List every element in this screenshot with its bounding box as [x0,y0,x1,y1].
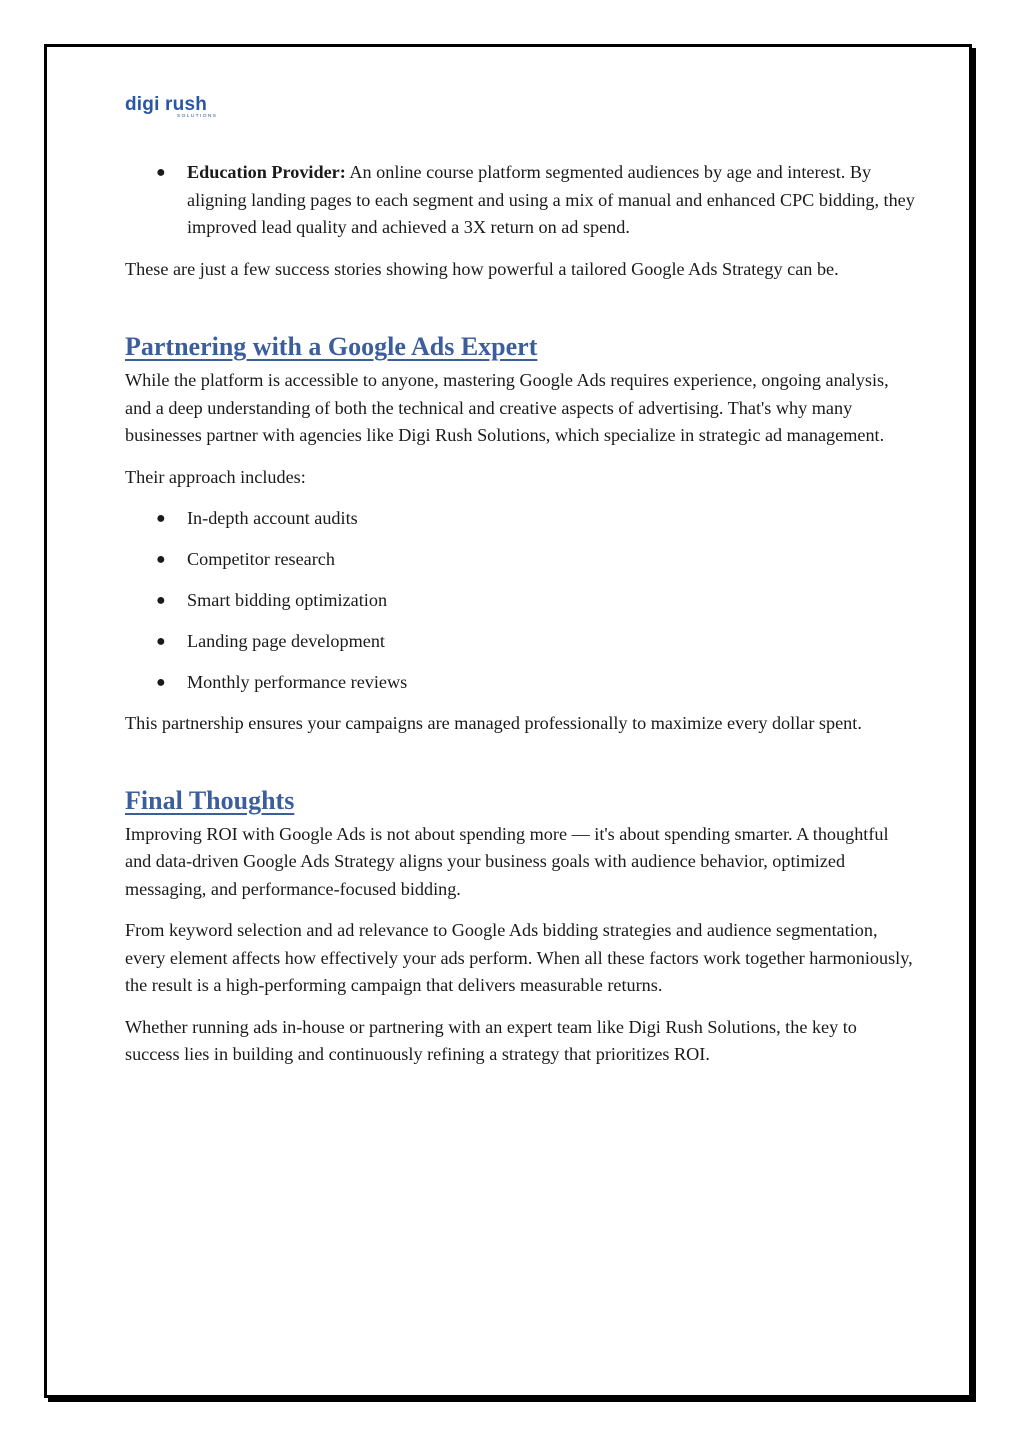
digi-rush-logo [125,94,235,118]
bullet-icon: ● [156,510,166,527]
logo-main-text: digi rush [125,94,208,115]
list-item-label: Education Provider: [187,162,346,182]
list-item [125,546,915,574]
partner-paragraph: While the platform is accessible to anyone, mastering Google Ads requires experience, ongoing analysis, and a deep understanding of both the technical and creative aspects of advertising. That's why many businesses partner with agencies like Digi Rush Solutions, which specialize in strategic ad management. [125,370,889,445]
bullet-icon: ● [156,674,166,691]
intro-bullet-list [125,159,915,242]
partner-closing: This partnership ensures your campaigns are managed professionally to maximize every dollar spent. [125,713,862,733]
list-item [125,628,915,656]
bullet-icon: ● [156,592,166,609]
section-heading-final-thoughts: Final Thoughts [125,785,295,815]
approach-bullet-list [125,505,915,697]
final-paragraph: Whether running ads in-house or partnering with an expert team like Digi Rush Solutions, the key to success lies in building and continuously refining a strategy that prioritizes ROI. [125,1016,857,1064]
list-item [125,669,915,697]
list-item [125,505,915,533]
list-item-text: Competitor research [187,549,335,569]
list-item-text: In-depth account audits [187,508,358,528]
list-item-text: Landing page development [187,631,385,651]
page-frame [44,44,972,1398]
list-item-text: An online course platform segmented audiences by age and interest. By aligning landing pages to each segment and using a mix of manual and enhanced CPC bidding, they improved lead quality and achieved a 3X return on ad spend. [187,162,915,237]
final-paragraph: Improving ROI with Google Ads is not about spending more — it's about spending smarter. A thoughtful and data-driven Google Ads Strategy aligns your business goals with audience behavior, optimized messaging, and performance-focused bidding. [125,823,889,899]
document-content [125,159,915,1083]
final-paragraph: From keyword selection and ad relevance to Google Ads bidding strategies and audience segmentation, every element affects how effectively your ads perform. When all these factors work together harmoniously, the result is a high-performing campaign that delivers measurable returns. [125,920,913,995]
intro-conclusion: These are just a few success stories showing how powerful a tailored Google Ads Strategy can be. [125,258,839,279]
list-item-text: Monthly performance reviews [187,672,408,692]
list-item [125,159,915,242]
approach-intro: Their approach includes: [125,466,306,487]
list-item-text: Smart bidding optimization [187,590,388,610]
bullet-icon: ● [156,551,166,568]
section-heading-partnering: Partnering with a Google Ads Expert [125,332,538,361]
logo-sub-text: SOLUTIONS [177,114,218,118]
bullet-icon: ● [156,164,166,181]
bullet-icon: ● [156,633,166,650]
list-item [125,587,915,615]
